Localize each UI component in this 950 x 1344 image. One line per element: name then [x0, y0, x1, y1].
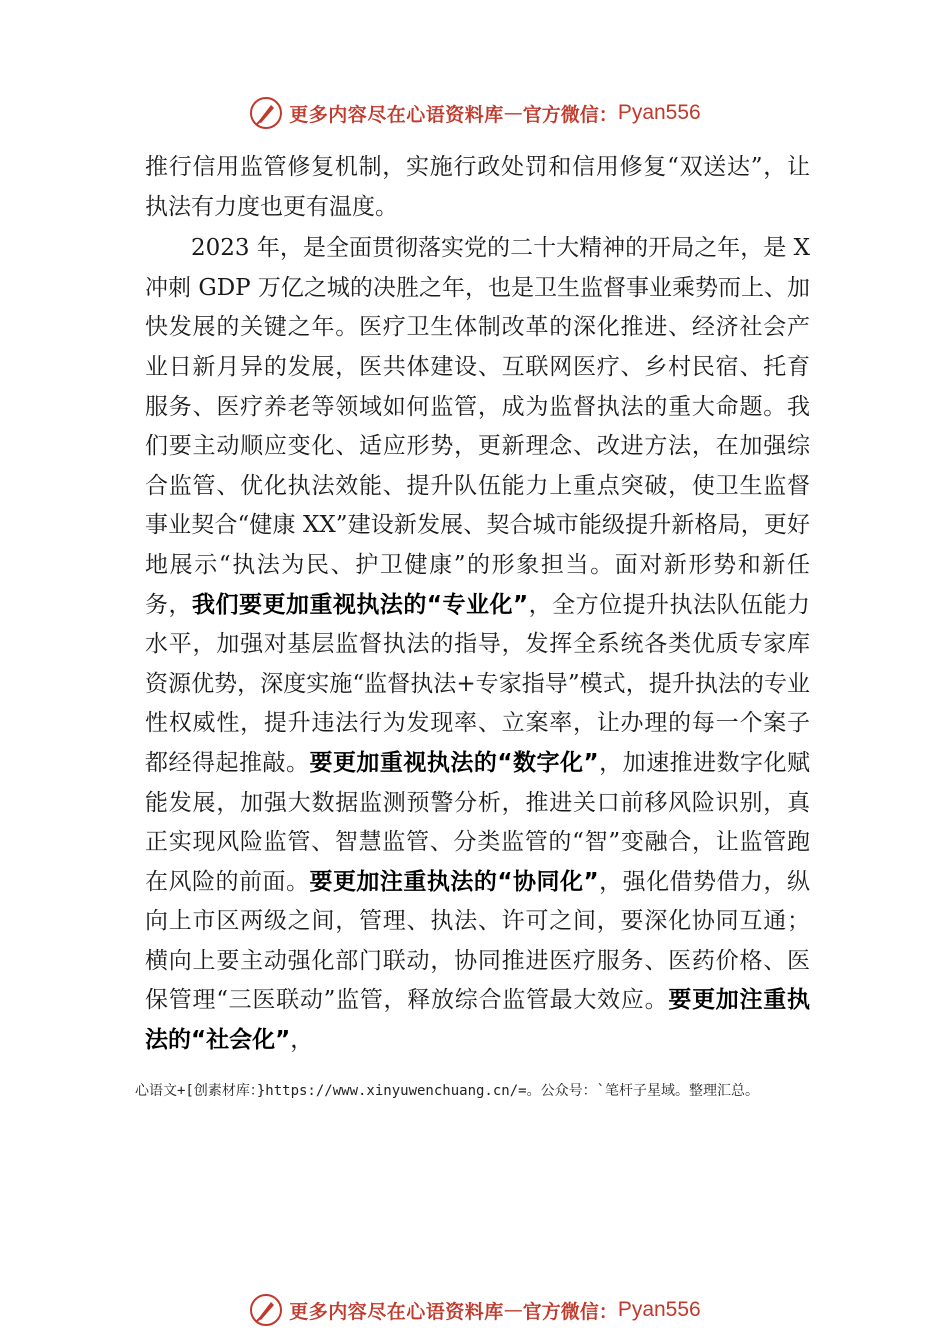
- paragraph-2-text-a: 2023 年，是全面贯彻落实党的二十大精神的开局之年，是 X 冲刺 GDP 万亿之城的决胜之年，也是卫生监督事业乘势而上、加快发展的关键之年。医疗卫生体制改革的深化推进、经济社会产业日新月异的发展，医共体建设、互联网医疗、乡村民宿、托育服务、医疗养老等领域如何监管，成为监督执法的重大命题。我们要主动顺应变化、适应形势，更新理念、改进方法，在加强综合监管、优化执法效能、提升队伍能力上重点突破，使卫生监督事业契合“健康 XX”建设新发展、契合城市能级提升新格局，更好地展示“执法为民、护卫健康”的形象担当。面对新形势和新任务，: [145, 235, 810, 618]
- paragraph-2-text-c: ，全方位提升执法队伍能力水平，加强对基层监督执法的指导，发挥全系统各类优质专家库资源优势，深度实施“监督执法+专家指导”模式，提升执法的专业性权威性，提升违法行为发现率、立案率，让办理的每一个案子都经得起推敲。: [145, 591, 811, 776]
- banner-wechat-label: 官方微信：: [522, 103, 618, 126]
- document-body: [145, 148, 810, 1061]
- banner-wechat-id: Pyan556: [617, 101, 701, 124]
- banner-wechat-id: Pyan556: [617, 1298, 701, 1321]
- banner-separator: —: [503, 102, 523, 124]
- paragraph-1: 推行信用监管修复机制，实施行政处罚和信用修复“双送达”，让执法有力度也更有温度。: [145, 154, 810, 220]
- paragraph-2: [145, 229, 810, 1060]
- emphasis-collaborative: 要更加注重执法的“协同化”: [309, 868, 599, 895]
- banner-wechat-label: 官方微信：: [522, 1300, 618, 1323]
- footer-banner: [0, 1290, 950, 1330]
- emphasis-digital: 要更加重视执法的“数字化”: [309, 749, 599, 776]
- banner-text: 更多内容尽在心语资料库: [289, 1300, 504, 1323]
- emphasis-social: 要更加注重执法的“社会化”: [145, 987, 810, 1054]
- banner-text: 更多内容尽在心语资料库: [289, 103, 504, 126]
- paragraph-2-text-d: ，加速推进数字化赋能发展，加强大数据监测预警分析，推进关口前移风险识别，真正实现风险监管、智慧监管、分类监管的“智”变融合，让监管跑在风险的前面。: [145, 749, 811, 895]
- footnote: 心语文+[创素材库：}https://www.xinyuwenchuang.cn/=。公众号：`笔杆子星域。整理汇总。: [135, 1083, 760, 1099]
- paragraph-2-text-f: ，: [290, 1027, 314, 1054]
- quill-logo-icon: [249, 96, 283, 130]
- quill-logo-icon: [249, 1293, 283, 1327]
- banner-separator: —: [503, 1299, 523, 1321]
- emphasis-professional: 我们要更加重视执法的“专业化”: [191, 591, 529, 618]
- header-banner: [0, 93, 950, 133]
- paragraph-2-text-e: ，强化借势借力，纵向上市区两级之间，管理、执法、许可之间，要深化协同互通；横向上要主动强化部门联动，协同推进医疗服务、医药价格、医保管理“三医联动”监管，释放综合监管最大效应。: [145, 868, 811, 1014]
